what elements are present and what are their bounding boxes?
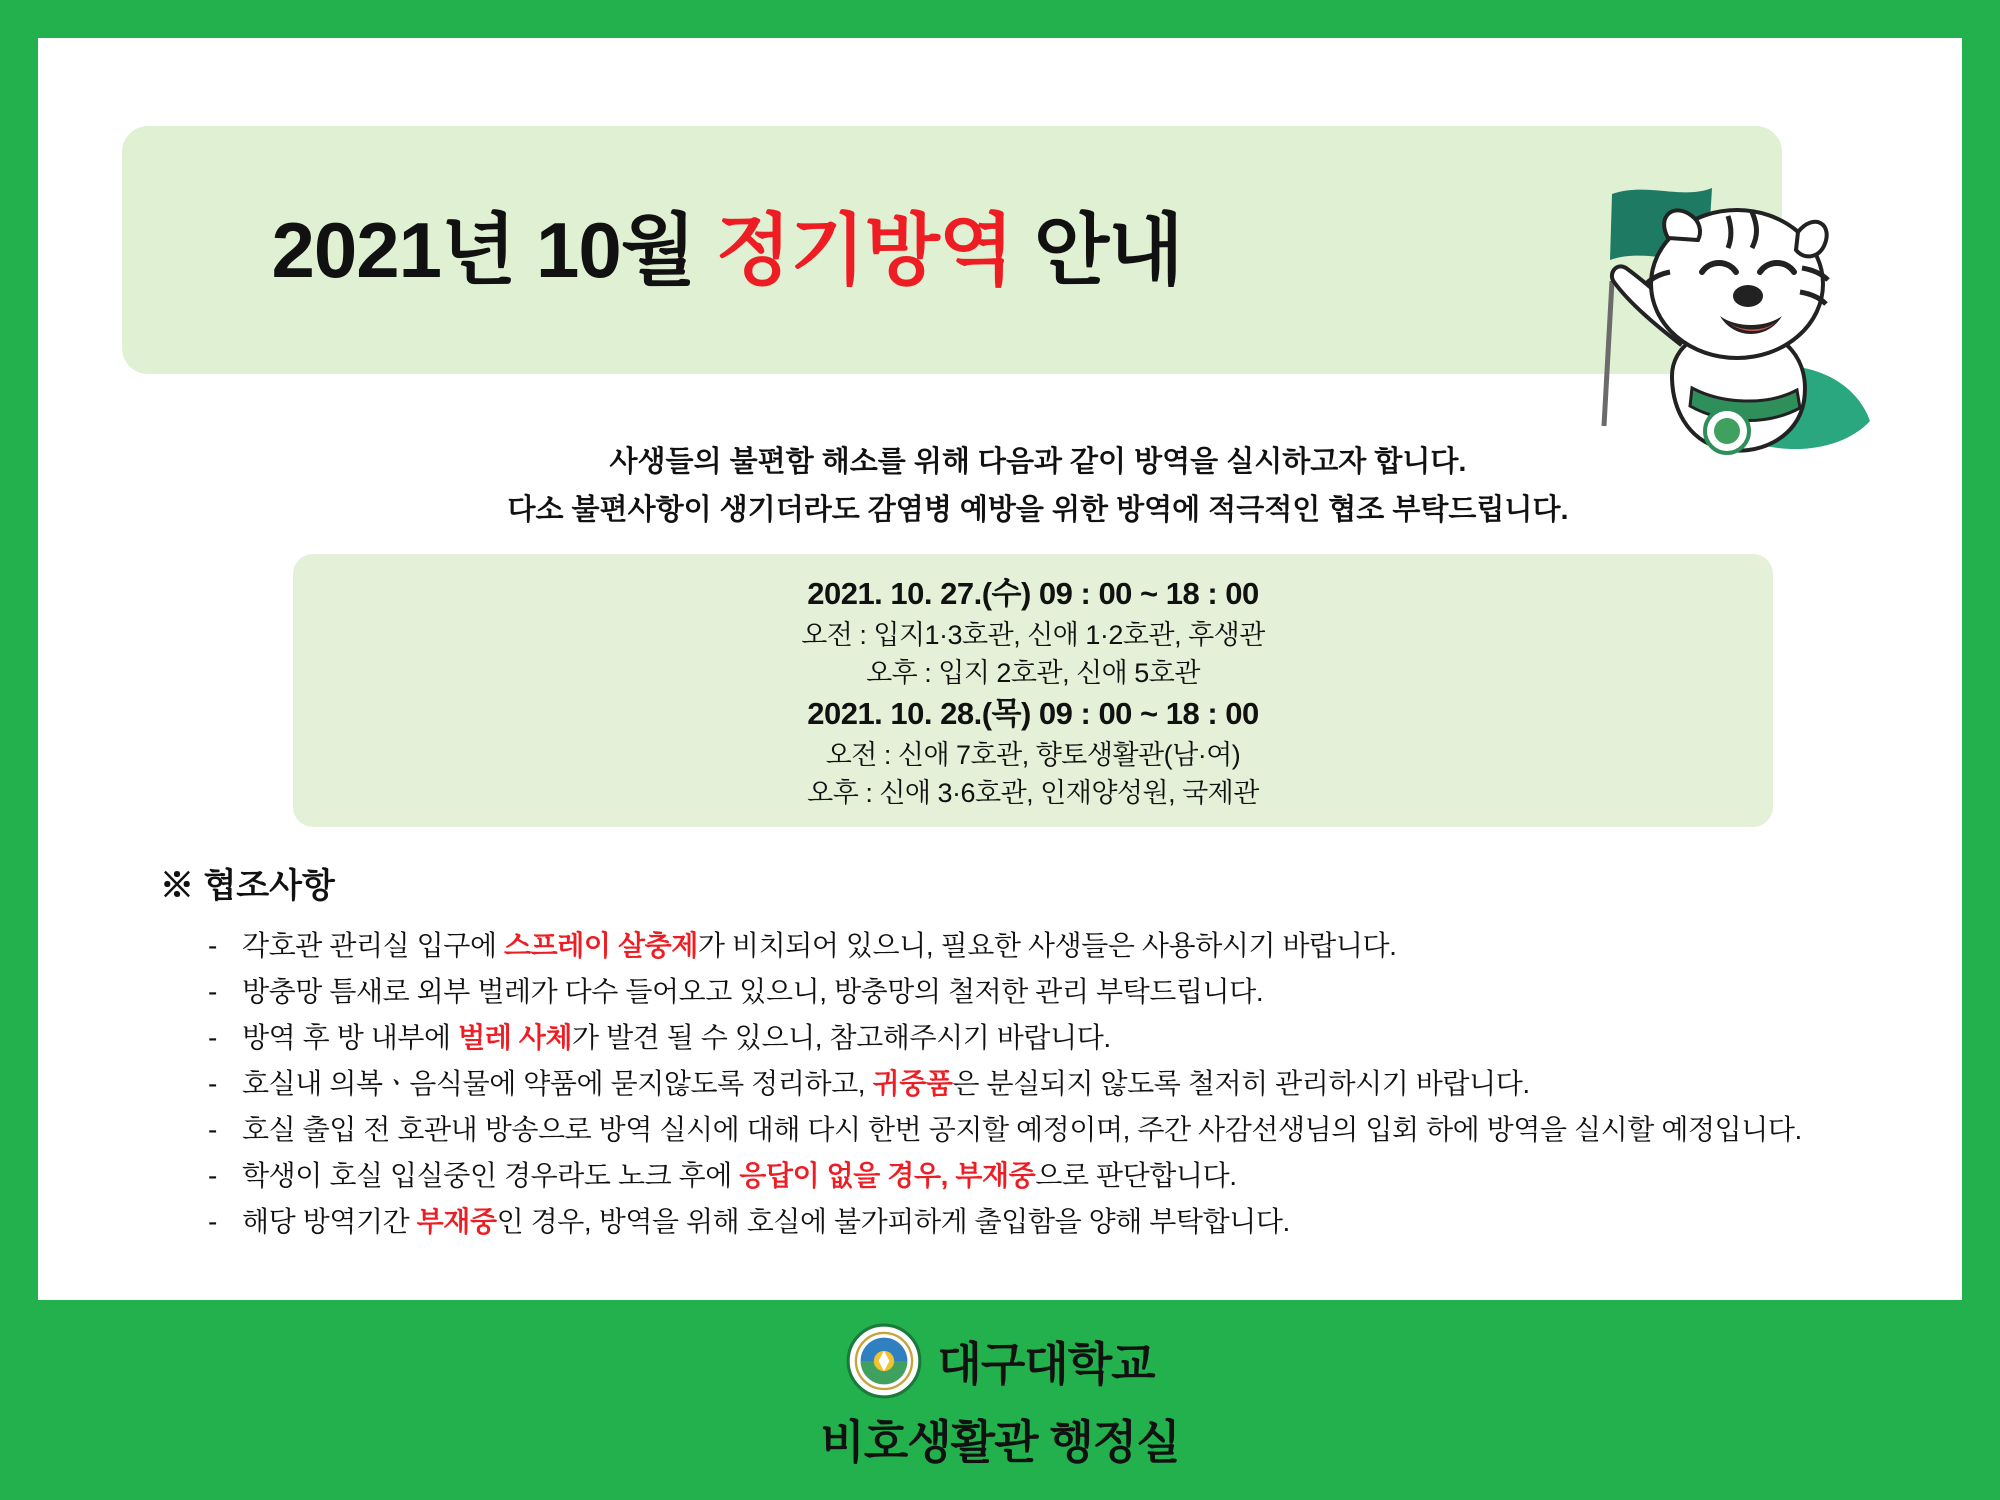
footer xyxy=(0,1300,2000,1500)
note-bullet: - xyxy=(208,1206,217,1237)
note-item xyxy=(208,972,1968,1012)
schedule-morning: 오전 : 입지1·3호관, 신애 1·2호관, 후생관 xyxy=(801,620,1265,650)
note-item xyxy=(208,1064,1968,1104)
note-fragment: 방역 후 방 내부에 xyxy=(242,1022,459,1053)
intro-line-2: 다소 불편사항이 생기더라도 감염병 예방을 위한 방역에 적극적인 협조 부탁드립니다. xyxy=(507,494,1569,526)
note-fragment: 학생이 호실 입실중인 경우라도 노크 후에 xyxy=(242,1160,740,1191)
note-bullet: - xyxy=(208,1022,217,1053)
note-text xyxy=(242,1018,1968,1058)
title-suffix: 안내 xyxy=(1013,206,1183,294)
schedule-date: 2021. 10. 27.(수) 09 : 00 ~ 18 : 00 xyxy=(807,576,1259,611)
note-bullet: - xyxy=(208,1160,217,1191)
schedule-date: 2021. 10. 28.(목) 09 : 00 ~ 18 : 00 xyxy=(807,696,1259,731)
title-prefix: 2021년 10월 xyxy=(271,206,716,294)
note-emphasis: 귀중품 xyxy=(872,1068,953,1099)
note-fragment: 인 경우, 방역을 위해 호실에 불가피하게 출입함을 양해 부탁합니다. xyxy=(496,1206,1290,1237)
note-emphasis: 벌레 사체 xyxy=(458,1022,573,1053)
schedule-afternoon: 오후 : 신애 3·6호관, 인재양성원, 국제관 xyxy=(807,778,1259,808)
schedule-entry xyxy=(293,572,1773,692)
note-fragment: 가 발견 될 수 있으니, 참고해주시기 바랍니다. xyxy=(572,1022,1111,1053)
schedule-box xyxy=(293,554,1773,827)
note-item xyxy=(208,1202,1968,1242)
intro-line-1: 사생들의 불편함 해소를 위해 다음과 같이 방역을 실시하고자 합니다. xyxy=(609,446,1467,478)
note-item xyxy=(208,1018,1968,1058)
note-text xyxy=(242,972,1968,1012)
note-fragment: 호실 출입 전 호관내 방송으로 방역 실시에 대해 다시 한번 공지할 예정이며, 주간 사감선생님의 입회 하에 방역을 실시할 예정입니다. xyxy=(242,1114,1802,1145)
note-fragment: 방충망 틈새로 외부 벌레가 다수 들어오고 있으니, 방충망의 철저한 관리 부탁드립니다. xyxy=(242,976,1264,1007)
schedule-afternoon: 오후 : 입지 2호관, 신애 5호관 xyxy=(866,658,1200,688)
note-bullet: - xyxy=(208,930,217,961)
poster-paper xyxy=(38,38,1962,1300)
note-text xyxy=(242,1156,1968,1196)
note-fragment: 각호관 관리실 입구에 xyxy=(242,930,504,961)
note-text xyxy=(242,1064,1968,1104)
footer-university: 대구대학교 xyxy=(937,1338,1155,1390)
note-bullet: - xyxy=(208,976,217,1007)
note-fragment: 가 비치되어 있으니, 필요한 사생들은 사용하시기 바랍니다. xyxy=(697,930,1397,961)
note-text xyxy=(242,1202,1968,1242)
note-emphasis: 부재중 xyxy=(416,1206,497,1237)
schedule-morning: 오전 : 신애 7호관, 향토생활관(남·여) xyxy=(825,740,1241,770)
note-bullet: - xyxy=(208,1114,217,1145)
intro-text xyxy=(38,438,2000,534)
note-item xyxy=(208,926,1968,966)
footer-university-row xyxy=(0,1322,2000,1400)
note-fragment: 으로 판단합니다. xyxy=(1035,1160,1237,1191)
note-fragment: 호실내 의복ㆍ음식물에 약품에 묻지않도록 정리하고, xyxy=(242,1068,873,1099)
notes-heading: ※ 협조사항 xyxy=(160,867,335,905)
note-fragment: 은 분실되지 않도록 철저히 관리하시기 바랍니다. xyxy=(952,1068,1530,1099)
daegu-university-emblem-icon xyxy=(845,1322,923,1400)
title-accent: 정기방역 xyxy=(715,206,1014,294)
note-bullet: - xyxy=(208,1068,217,1099)
note-emphasis: 응답이 없을 경우, 부재중 xyxy=(739,1160,1036,1191)
note-emphasis: 스프레이 살충제 xyxy=(503,930,698,961)
note-fragment: 해당 방역기간 xyxy=(242,1206,417,1237)
schedule-entry xyxy=(293,692,1773,812)
footer-office: 비호생활관 행정실 xyxy=(820,1416,1180,1468)
note-text xyxy=(242,926,1968,966)
note-item xyxy=(208,1110,1968,1150)
page-title xyxy=(122,188,1332,300)
note-text xyxy=(242,1110,1968,1150)
note-item xyxy=(208,1156,1968,1196)
notes-list xyxy=(208,926,1968,1248)
title-banner xyxy=(122,126,1782,374)
